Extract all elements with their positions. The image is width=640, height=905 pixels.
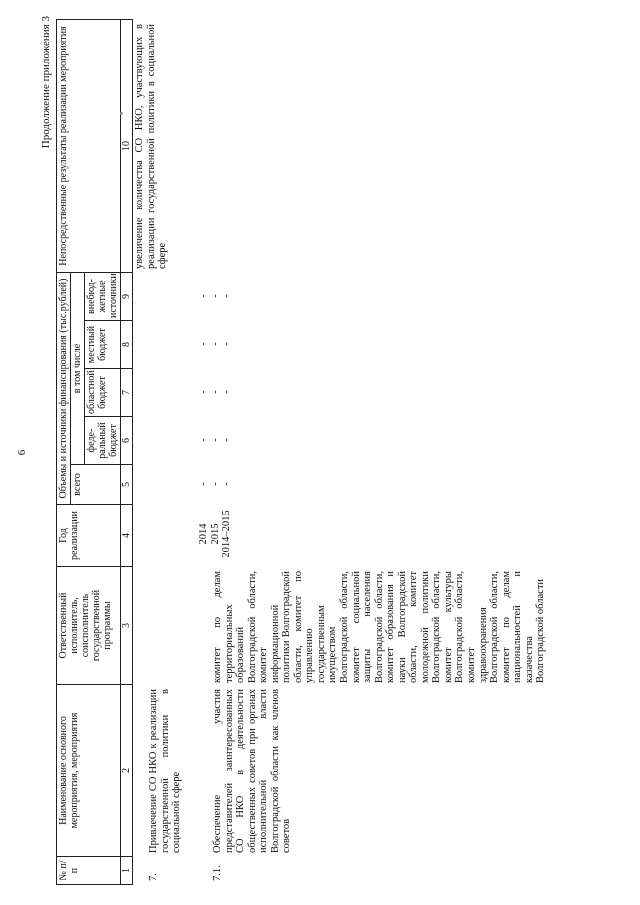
total-dashes bbox=[198, 465, 233, 503]
header-year: Год реализации bbox=[57, 505, 121, 567]
dash: - bbox=[209, 294, 221, 298]
dash: - bbox=[209, 482, 221, 486]
dash: - bbox=[221, 438, 233, 442]
regional-dashes bbox=[198, 369, 233, 415]
col-number: 4 bbox=[121, 505, 133, 567]
page-number: 6 bbox=[16, 449, 28, 456]
year-value: 2014–2015 bbox=[221, 510, 233, 558]
col-number: 10 bbox=[121, 20, 133, 273]
header-table bbox=[56, 19, 133, 885]
row-name: Привлечение СО НКО к реализации государственной политики в социальной сфере bbox=[148, 689, 183, 853]
scan-speck bbox=[120, 112, 123, 115]
dash: - bbox=[221, 342, 233, 346]
row-executor: комитет по делам территориальных образований Волгоградской области, комитет информационной политики Волгоградской области, комитет по управлению государственным имуществом Волгоградской области, комитет социальной защиты населения Волгоградской области, комитет образования и науки Волгоградской области, комитет молодежной политики Волгоградской области, комитет культуры Волгоградской области, комитет здравоохранения Волгоградской области, комитет по делам национальностей и казачества Волгоградской области bbox=[212, 571, 547, 683]
header-name: Наименование основного мероприятия, мероприятия bbox=[57, 685, 121, 857]
col-number: 8 bbox=[121, 321, 133, 369]
dash: - bbox=[198, 342, 209, 346]
dash: - bbox=[221, 482, 233, 486]
header-federal: феде-ральный бюджет bbox=[85, 417, 121, 465]
year-value: 2014 bbox=[198, 523, 209, 545]
header-results: Непосредственные результаты реализации мероприятия bbox=[57, 20, 121, 273]
dash: - bbox=[198, 438, 209, 442]
header-funding: Объемы и источники финансирования (тыс.рублей) bbox=[57, 273, 71, 505]
col-number: 9 bbox=[121, 273, 133, 321]
row-num: 7.1. bbox=[212, 865, 223, 881]
col-number: 1 bbox=[121, 857, 133, 885]
row-years bbox=[198, 505, 233, 563]
continuation-note: Продолжение приложения 3 bbox=[40, 16, 52, 149]
col-number: 2 bbox=[121, 685, 133, 857]
dash: - bbox=[221, 294, 233, 298]
dash: - bbox=[198, 390, 209, 394]
header-extra: внебюд-жетные источники bbox=[85, 273, 121, 321]
row-num: 7. bbox=[148, 873, 159, 881]
dash: - bbox=[209, 438, 221, 442]
dash: - bbox=[209, 342, 221, 346]
dash: - bbox=[198, 482, 209, 486]
row-name: Обеспечение участия представителей заинтересованных СО НКО в деятельности общественных советов при органах исполнительной власти Волгоградской области как членов советов bbox=[212, 689, 293, 853]
header-local: местный бюджет bbox=[85, 321, 121, 369]
col-number: 3 bbox=[121, 567, 133, 685]
year-value: 2015 bbox=[209, 523, 221, 545]
header-regional: областной бюджет bbox=[85, 369, 121, 417]
col-number: 6 bbox=[121, 417, 133, 465]
dash: - bbox=[221, 390, 233, 394]
federal-dashes bbox=[198, 417, 233, 463]
extra-dashes bbox=[198, 273, 233, 319]
row-result: увеличение количества СО НКО, участвующих в реализации государственной политики в социальной сфере bbox=[134, 24, 169, 269]
dash: - bbox=[198, 294, 209, 298]
col-number: 7 bbox=[121, 369, 133, 417]
col-number: 5 bbox=[121, 465, 133, 505]
local-dashes bbox=[198, 321, 233, 367]
header-including: в том числе bbox=[71, 273, 85, 465]
dash: - bbox=[209, 390, 221, 394]
header-num: № п/п bbox=[57, 857, 121, 885]
header-total: всего bbox=[71, 465, 121, 505]
header-executor: Ответственный исполнитель, соисполнитель государственной программы bbox=[57, 567, 121, 685]
